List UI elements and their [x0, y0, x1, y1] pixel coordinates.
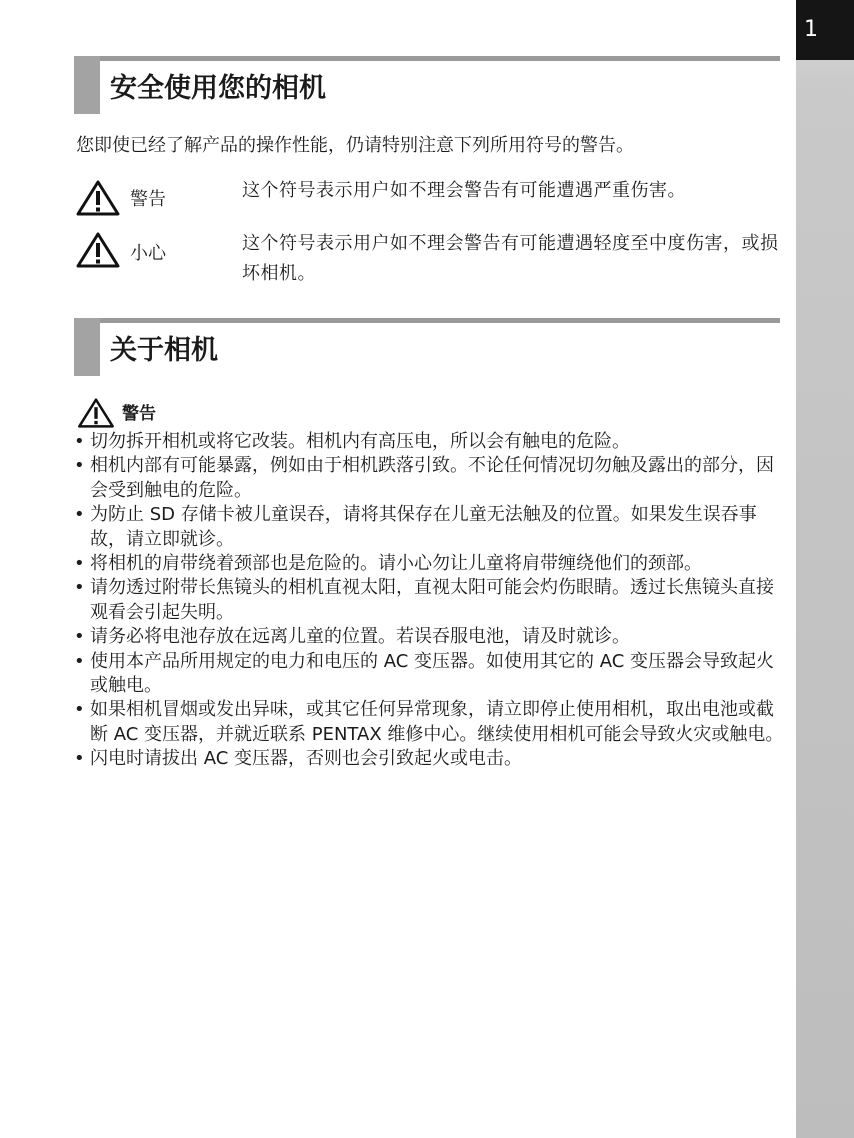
warning-list	[70, 430, 784, 772]
warning-triangle-icon	[76, 180, 120, 216]
header-rule	[74, 318, 780, 323]
list-item: • 请务必将电池存放在远离儿童的位置。若误吞服电池，请及时就诊。	[70, 625, 784, 649]
list-item: • 使用本产品所用规定的电力和电压的 AC 变压器。如使用其它的 AC 变压器会导致起火或触电。	[70, 650, 784, 699]
list-item: • 闪电时请拔出 AC 变压器，否则也会引致起火或电击。	[70, 747, 784, 771]
intro-text: 您即使已经了解产品的操作性能，仍请特别注意下列所用符号的警告。	[76, 135, 634, 156]
warning-heading-label: 警告	[122, 404, 156, 424]
section-header-camera	[74, 318, 780, 376]
list-item: • 切勿拆开相机或将它改装。相机内有高压电，所以会有触电的危险。	[70, 430, 784, 454]
section-header-safety	[74, 56, 780, 114]
page-number: 1	[796, 0, 854, 60]
section-title-safety: 安全使用您的相机	[110, 73, 326, 104]
header-marker-block	[74, 56, 100, 114]
header-marker-block	[74, 318, 100, 376]
legend-label-warning: 警告	[130, 189, 166, 210]
list-item: • 请勿透过附带长焦镜头的相机直视太阳，直视太阳可能会灼伤眼睛。透过长焦镜头直接观看会引起失明。	[70, 576, 784, 625]
chapter-side-tab	[796, 0, 854, 1138]
caution-triangle-icon	[76, 232, 120, 268]
legend-description-caution: 这个符号表示用户如不理会警告有可能遭遇轻度至中度伤害，或损坏相机。	[242, 233, 779, 284]
legend-label-caution: 小心	[130, 243, 166, 264]
warning-heading-icon	[76, 398, 116, 428]
list-item: • 如果相机冒烟或发出异味，或其它任何异常现象，请立即停止使用相机，取出电池或截断 AC 变压器，并就近联系 PENTAX 维修中心。继续使用相机可能会导致火灾或触电。	[70, 698, 784, 747]
list-item: • 为防止 SD 存储卡被儿童误吞，请将其保存在儿童无法触及的位置。如果发生误吞事故，请立即就诊。	[70, 503, 784, 552]
list-item: • 将相机的肩带绕着颈部也是危险的。请小心勿让儿童将肩带缠绕他们的颈部。	[70, 552, 784, 576]
legend-description-warning: 这个符号表示用户如不理会警告有可能遭遇严重伤害。	[242, 180, 686, 201]
header-rule	[74, 56, 780, 61]
section-title-camera: 关于相机	[110, 335, 218, 366]
list-item: • 相机内部有可能暴露，例如由于相机跌落引致。不论任何情况切勿触及露出的部分，因会受到触电的危险。	[70, 454, 784, 503]
